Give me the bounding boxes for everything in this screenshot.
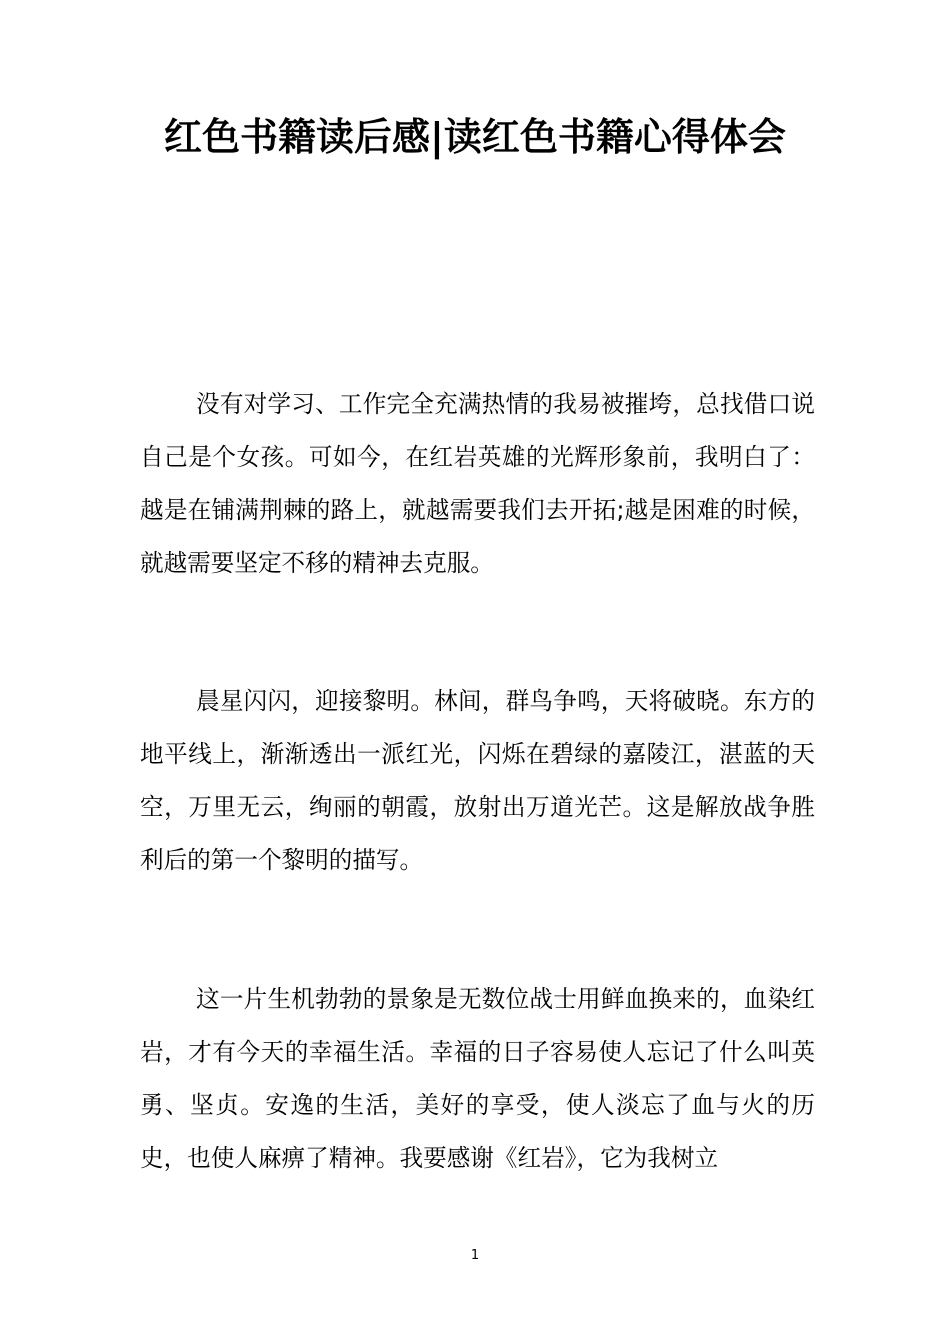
paragraph-3: 这一片生机勃勃的景象是无数位战士用鲜血换来的，血染红岩，才有今天的幸福生活。幸福的日子容易使人忘记了什么叫英勇、坚贞。安逸的生活，美好的享受，使人淡忘了血与火的历史，也使人麻痹了精神。我要感谢《红岩》，它为我树立	[140, 985, 815, 1172]
page-number: 1	[470, 1248, 480, 1263]
page-title: 红色书籍读后感|读红色书籍心得体会	[164, 115, 786, 159]
paragraph-1: 没有对学习、工作完全充满热情的我易被摧垮，总找借口说自己是个女孩。可如今，在红岩英雄的光辉形象前，我明白了：越是在铺满荆棘的路上，就越需要我们去开拓;越是困难的时候，就越需要坚定不移的精神去克服。	[140, 390, 815, 577]
paragraph-2: 晨星闪闪，迎接黎明。林间，群鸟争鸣，天将破晓。东方的地平线上，渐渐透出一派红光，闪烁在碧绿的嘉陵江，湛蓝的天空，万里无云，绚丽的朝霞，放射出万道光芒。这是解放战争胜利后的第一个黎明的描写。	[140, 687, 815, 874]
